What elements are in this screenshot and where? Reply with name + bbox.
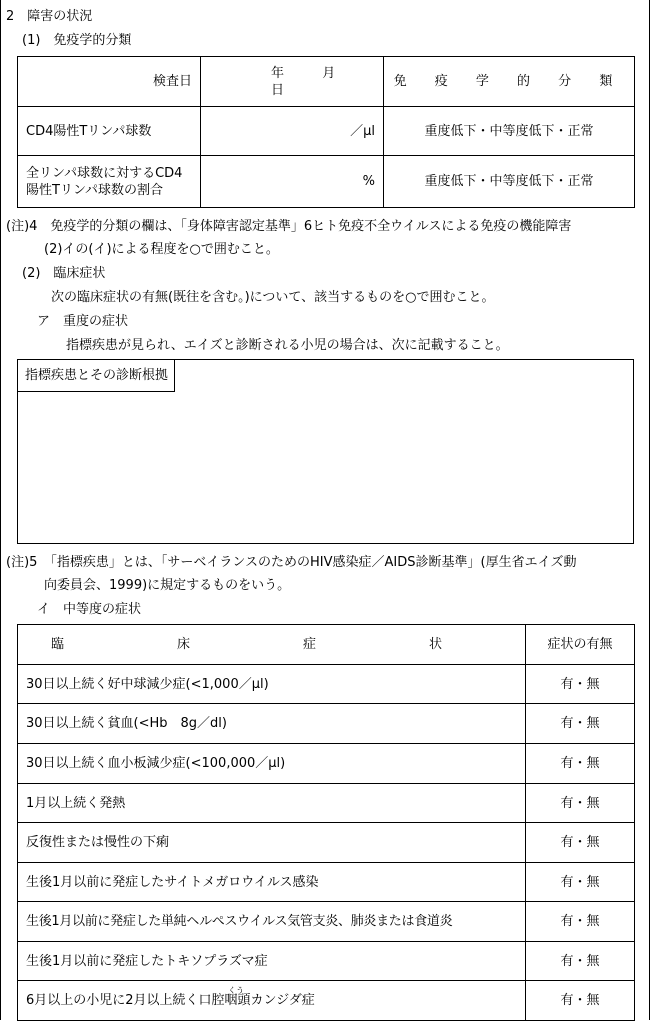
presence-choice[interactable]: 有・無 — [526, 981, 635, 1021]
classification-header: 免 疫 学 的 分 類 — [384, 57, 635, 107]
presence-choice[interactable]: 有・無 — [526, 902, 635, 942]
cd4-ratio-options[interactable]: 重度低下・中等度低下・正常 — [384, 156, 635, 208]
immunology-row — [18, 156, 635, 208]
table-row — [18, 981, 635, 1021]
symptom-label: 30日以上続く貧血(<Hb 8g／dl) — [18, 704, 526, 744]
date-input-cell[interactable] — [201, 57, 384, 107]
presence-choice[interactable]: 有・無 — [526, 823, 635, 863]
index-disease-box[interactable] — [17, 359, 634, 544]
ruby-annotation: くう — [228, 986, 244, 995]
immunology-table — [17, 56, 635, 208]
symptom-label: 生後1月以前に発症したサイトメガロウイルス感染 — [18, 863, 526, 902]
note4-line1: (注)4 免疫学的分類の欄は、「身体障害認定基準」6ヒト免疫不全ウイルスによる免疫の機能障害 — [6, 219, 572, 234]
note5-line1: (注)5 「指標疾患」とは、「サーベイランスのためのHIV感染症／AIDS診断基準」(厚生省エイズ動 — [6, 555, 577, 570]
day-label: 日 — [271, 82, 285, 98]
symptom-label: 30日以上続く好中球減少症(<1,000／μl) — [18, 665, 526, 704]
table-row — [18, 704, 635, 744]
symptom-label: 1月以上続く発熱 — [18, 784, 526, 823]
severe-heading: ア 重度の症状 — [37, 314, 129, 329]
immunology-row — [18, 107, 635, 156]
table-row — [18, 942, 635, 981]
symptom-label: 反復性または慢性の下痢 — [18, 823, 526, 863]
symptom-label: 30日以上続く血小板減少症(<100,000／μl) — [18, 744, 526, 784]
presence-choice[interactable]: 有・無 — [526, 863, 635, 902]
table-row — [18, 784, 635, 823]
clinical-instruction: 次の臨床症状の有無(既往を含む。)について、該当するものを○で囲むこと。 — [51, 290, 495, 305]
symptom-label: 生後1月以前に発症した単純ヘルペスウイルス気管支炎、肺炎または食道炎 — [18, 902, 526, 942]
table-row — [18, 863, 635, 902]
presence-column-header: 症状の有無 — [526, 625, 635, 665]
test-date-header: 検査日 — [18, 57, 201, 107]
immunology-heading: (1) 免疫学的分類 — [22, 33, 132, 48]
presence-choice[interactable]: 有・無 — [526, 942, 635, 981]
cd4-ratio-label: 全リンパ球数に対するCD4 陽性Tリンパ球数の割合 — [18, 156, 201, 208]
year-label: 年 — [271, 65, 285, 81]
note5-line2: 向委員会、1999)に規定するものをいう。 — [44, 578, 291, 593]
symptom-column-header: 臨 床 症 状 — [18, 625, 526, 665]
immunology-header-row — [18, 57, 635, 107]
table-row — [18, 665, 635, 704]
symptom-label: 生後1月以前に発症したトキソプラズマ症 — [18, 942, 526, 981]
month-label: 月 — [322, 65, 336, 81]
severe-instruction: 指標疾患が見られ、エイズと診断される小児の場合は、次に記載すること。 — [66, 338, 509, 353]
cd4-count-value-cell[interactable]: ／μl — [201, 107, 384, 156]
section-title: 2 障害の状況 — [6, 9, 93, 24]
cd4-count-label: CD4陽性Tリンパ球数 — [18, 107, 201, 156]
table-row — [18, 744, 635, 784]
note4-line2: (2)イの(イ)による程度を○で囲むこと。 — [44, 242, 279, 257]
index-disease-label: 指標疾患とその診断根拠 — [18, 360, 175, 392]
moderate-header-row — [18, 625, 635, 665]
moderate-symptoms-table — [17, 624, 635, 1021]
cd4-count-options[interactable]: 重度低下・中等度低下・正常 — [384, 107, 635, 156]
cd4-ratio-value-cell[interactable]: % — [201, 156, 384, 208]
table-row — [18, 823, 635, 863]
moderate-heading: イ 中等度の症状 — [37, 602, 142, 617]
table-row — [18, 902, 635, 942]
presence-choice[interactable]: 有・無 — [526, 704, 635, 744]
presence-choice[interactable]: 有・無 — [526, 784, 635, 823]
symptom-label: 6月以上の小児に2月以上続く口腔咽頭カンジダ症 — [18, 981, 526, 1021]
clinical-heading: (2) 臨床症状 — [22, 266, 106, 281]
presence-choice[interactable]: 有・無 — [526, 665, 635, 704]
presence-choice[interactable]: 有・無 — [526, 744, 635, 784]
